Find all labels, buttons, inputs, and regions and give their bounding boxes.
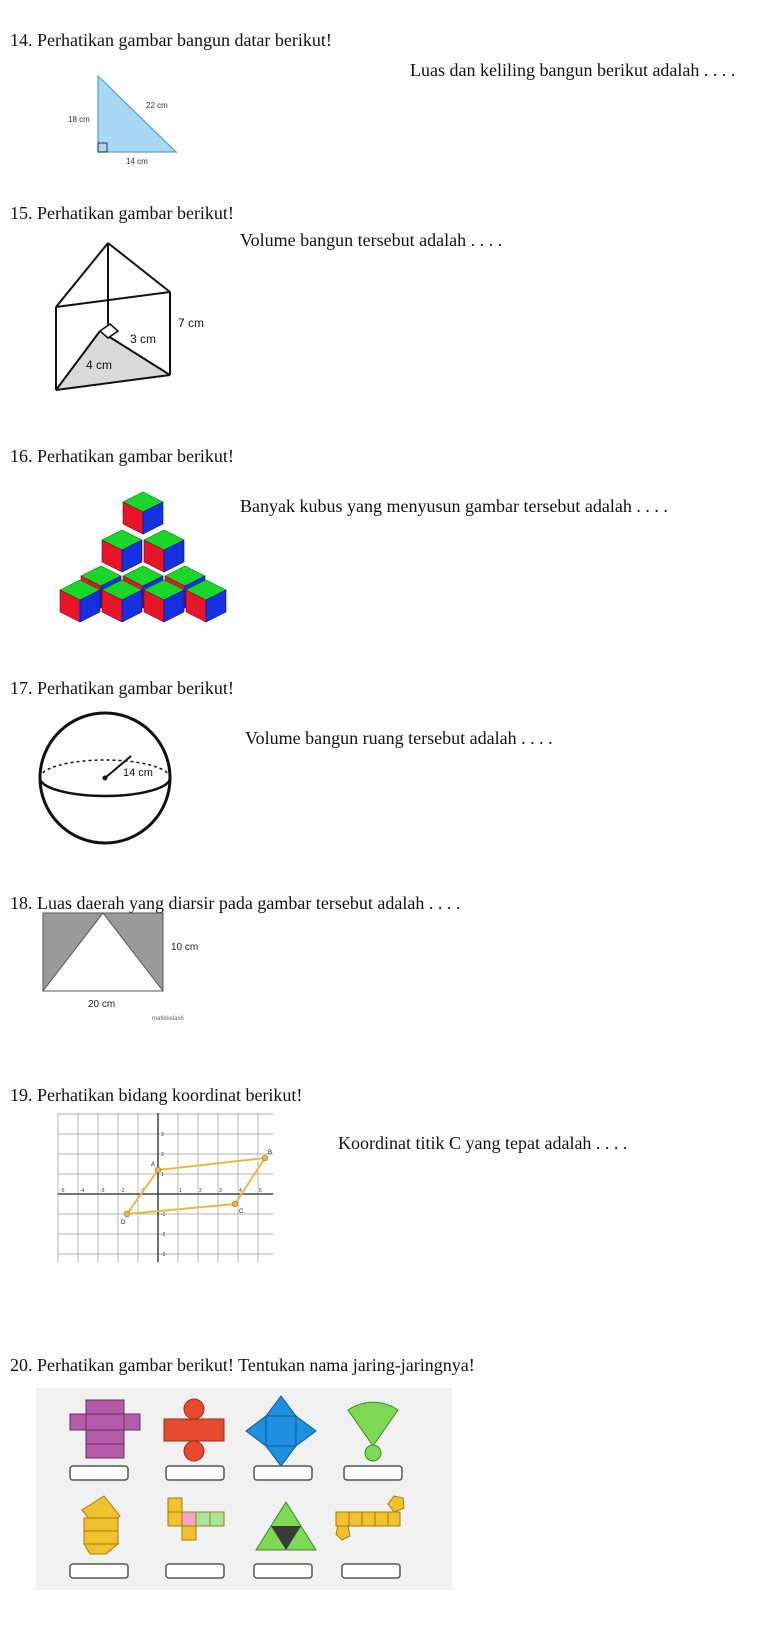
point-b	[262, 1155, 268, 1161]
q14-triangle-figure	[60, 70, 190, 170]
q16-cube-stack-figure	[55, 490, 230, 625]
y-tick: 2	[161, 1152, 164, 1158]
point-c	[232, 1201, 238, 1207]
q20-prompt: Perhatikan gambar berikut! Tentukan nama jaring-jaringnya!	[37, 1355, 475, 1375]
net-triangular-prism	[82, 1496, 120, 1554]
q18-shaded-figure	[40, 910, 225, 1025]
point-c-label: C	[239, 1209, 244, 1215]
net-square-pyramid	[246, 1396, 316, 1466]
q16-number: 16.	[10, 446, 33, 466]
q19-number: 19.	[10, 1085, 33, 1105]
x-tick: 3	[219, 1188, 222, 1194]
q17-side-text: Volume bangun ruang tersebut adalah . . . .	[245, 728, 553, 748]
net-cylinder	[164, 1399, 224, 1461]
q15-prism-figure	[50, 235, 230, 400]
q15-number: 15.	[10, 203, 33, 223]
q17-prompt: Perhatikan gambar berikut!	[37, 678, 234, 698]
x-tick: 2	[199, 1188, 202, 1194]
sphere-center	[103, 776, 108, 781]
x-tick: -5	[60, 1188, 65, 1194]
q17-label-radius: 14 cm	[123, 767, 153, 779]
q20-number: 20.	[10, 1355, 33, 1375]
q20	[10, 1355, 475, 1376]
x-tick: 5	[259, 1188, 262, 1194]
point-a-label: A	[151, 1162, 156, 1168]
right-triangle	[98, 76, 176, 152]
cube	[144, 530, 184, 572]
point-d-label: D	[121, 1220, 126, 1226]
net-cuboid	[70, 1400, 140, 1458]
q18-prompt: Luas daerah yang diarsir pada gambar tersebut adalah . . . .	[37, 893, 461, 913]
q16-prompt: Perhatikan gambar berikut!	[37, 446, 234, 466]
q19-prompt: Perhatikan bidang koordinat berikut!	[37, 1085, 303, 1105]
x-tick: -4	[80, 1188, 85, 1194]
answer-box[interactable]	[254, 1564, 312, 1578]
answer-box[interactable]	[166, 1564, 224, 1578]
x-tick: -1	[140, 1188, 145, 1194]
point-d	[124, 1211, 130, 1217]
q17-number: 17.	[10, 678, 33, 698]
q15-side-text: Volume bangun tersebut adalah . . . .	[240, 230, 503, 250]
point-b-label: B	[268, 1150, 273, 1156]
q14	[10, 30, 332, 51]
net-triangular-pyramid	[256, 1502, 316, 1550]
q19	[10, 1085, 302, 1106]
answer-box[interactable]	[254, 1466, 312, 1480]
q18-label-height: 10 cm	[171, 942, 199, 953]
parallelogram	[127, 1158, 265, 1214]
y-tick: 3	[161, 1132, 164, 1138]
x-tick: 1	[179, 1188, 182, 1194]
q18-watermark: matikkelas6	[152, 1016, 184, 1022]
x-tick: 4	[239, 1188, 242, 1194]
q18-label-width: 20 cm	[88, 999, 116, 1010]
y-tick: -3	[161, 1252, 166, 1258]
q17-sphere-figure	[35, 708, 180, 848]
q14-side-text: Luas dan keliling bangun berikut adalah . . . .	[410, 60, 736, 80]
answer-box[interactable]	[70, 1466, 128, 1480]
q18-number: 18.	[10, 893, 33, 913]
net-cube	[168, 1498, 224, 1540]
nets-panel	[36, 1388, 452, 1590]
cube	[123, 492, 163, 534]
y-tick: -1	[161, 1212, 166, 1218]
q14-number: 14.	[10, 30, 33, 50]
answer-box[interactable]	[70, 1564, 128, 1578]
q17	[10, 678, 234, 699]
answer-box[interactable]	[344, 1466, 402, 1480]
q16-side-text: Banyak kubus yang menyusun gambar tersebut adalah . . . .	[240, 496, 668, 516]
q15-label-height: 7 cm	[178, 316, 205, 330]
q15-label-depth: 4 cm	[86, 358, 113, 372]
answer-box[interactable]	[166, 1466, 224, 1480]
q14-label-hypotenuse: 22 cm	[146, 101, 168, 110]
q19-side-text: Koordinat titik C yang tepat adalah . . . .	[338, 1133, 628, 1153]
q14-label-base: 14 cm	[126, 157, 148, 166]
cube	[102, 530, 142, 572]
y-tick: 1	[161, 1172, 164, 1178]
answer-box[interactable]	[342, 1564, 400, 1578]
q15	[10, 203, 234, 224]
q15-label-width: 3 cm	[130, 332, 157, 346]
q14-label-height: 18 cm	[68, 115, 90, 124]
nets-figures	[36, 1388, 452, 1590]
q15-prompt: Perhatikan gambar berikut!	[37, 203, 234, 223]
y-tick: -2	[161, 1232, 166, 1238]
net-cone	[348, 1402, 398, 1461]
q14-prompt: Perhatikan gambar bangun datar berikut!	[37, 30, 332, 50]
q19-coordinate-figure	[55, 1110, 277, 1266]
point-a	[155, 1167, 161, 1173]
x-tick: -2	[120, 1188, 125, 1194]
q16	[10, 446, 234, 467]
net-pentagonal-prism	[336, 1496, 404, 1540]
x-tick: -3	[100, 1188, 105, 1194]
